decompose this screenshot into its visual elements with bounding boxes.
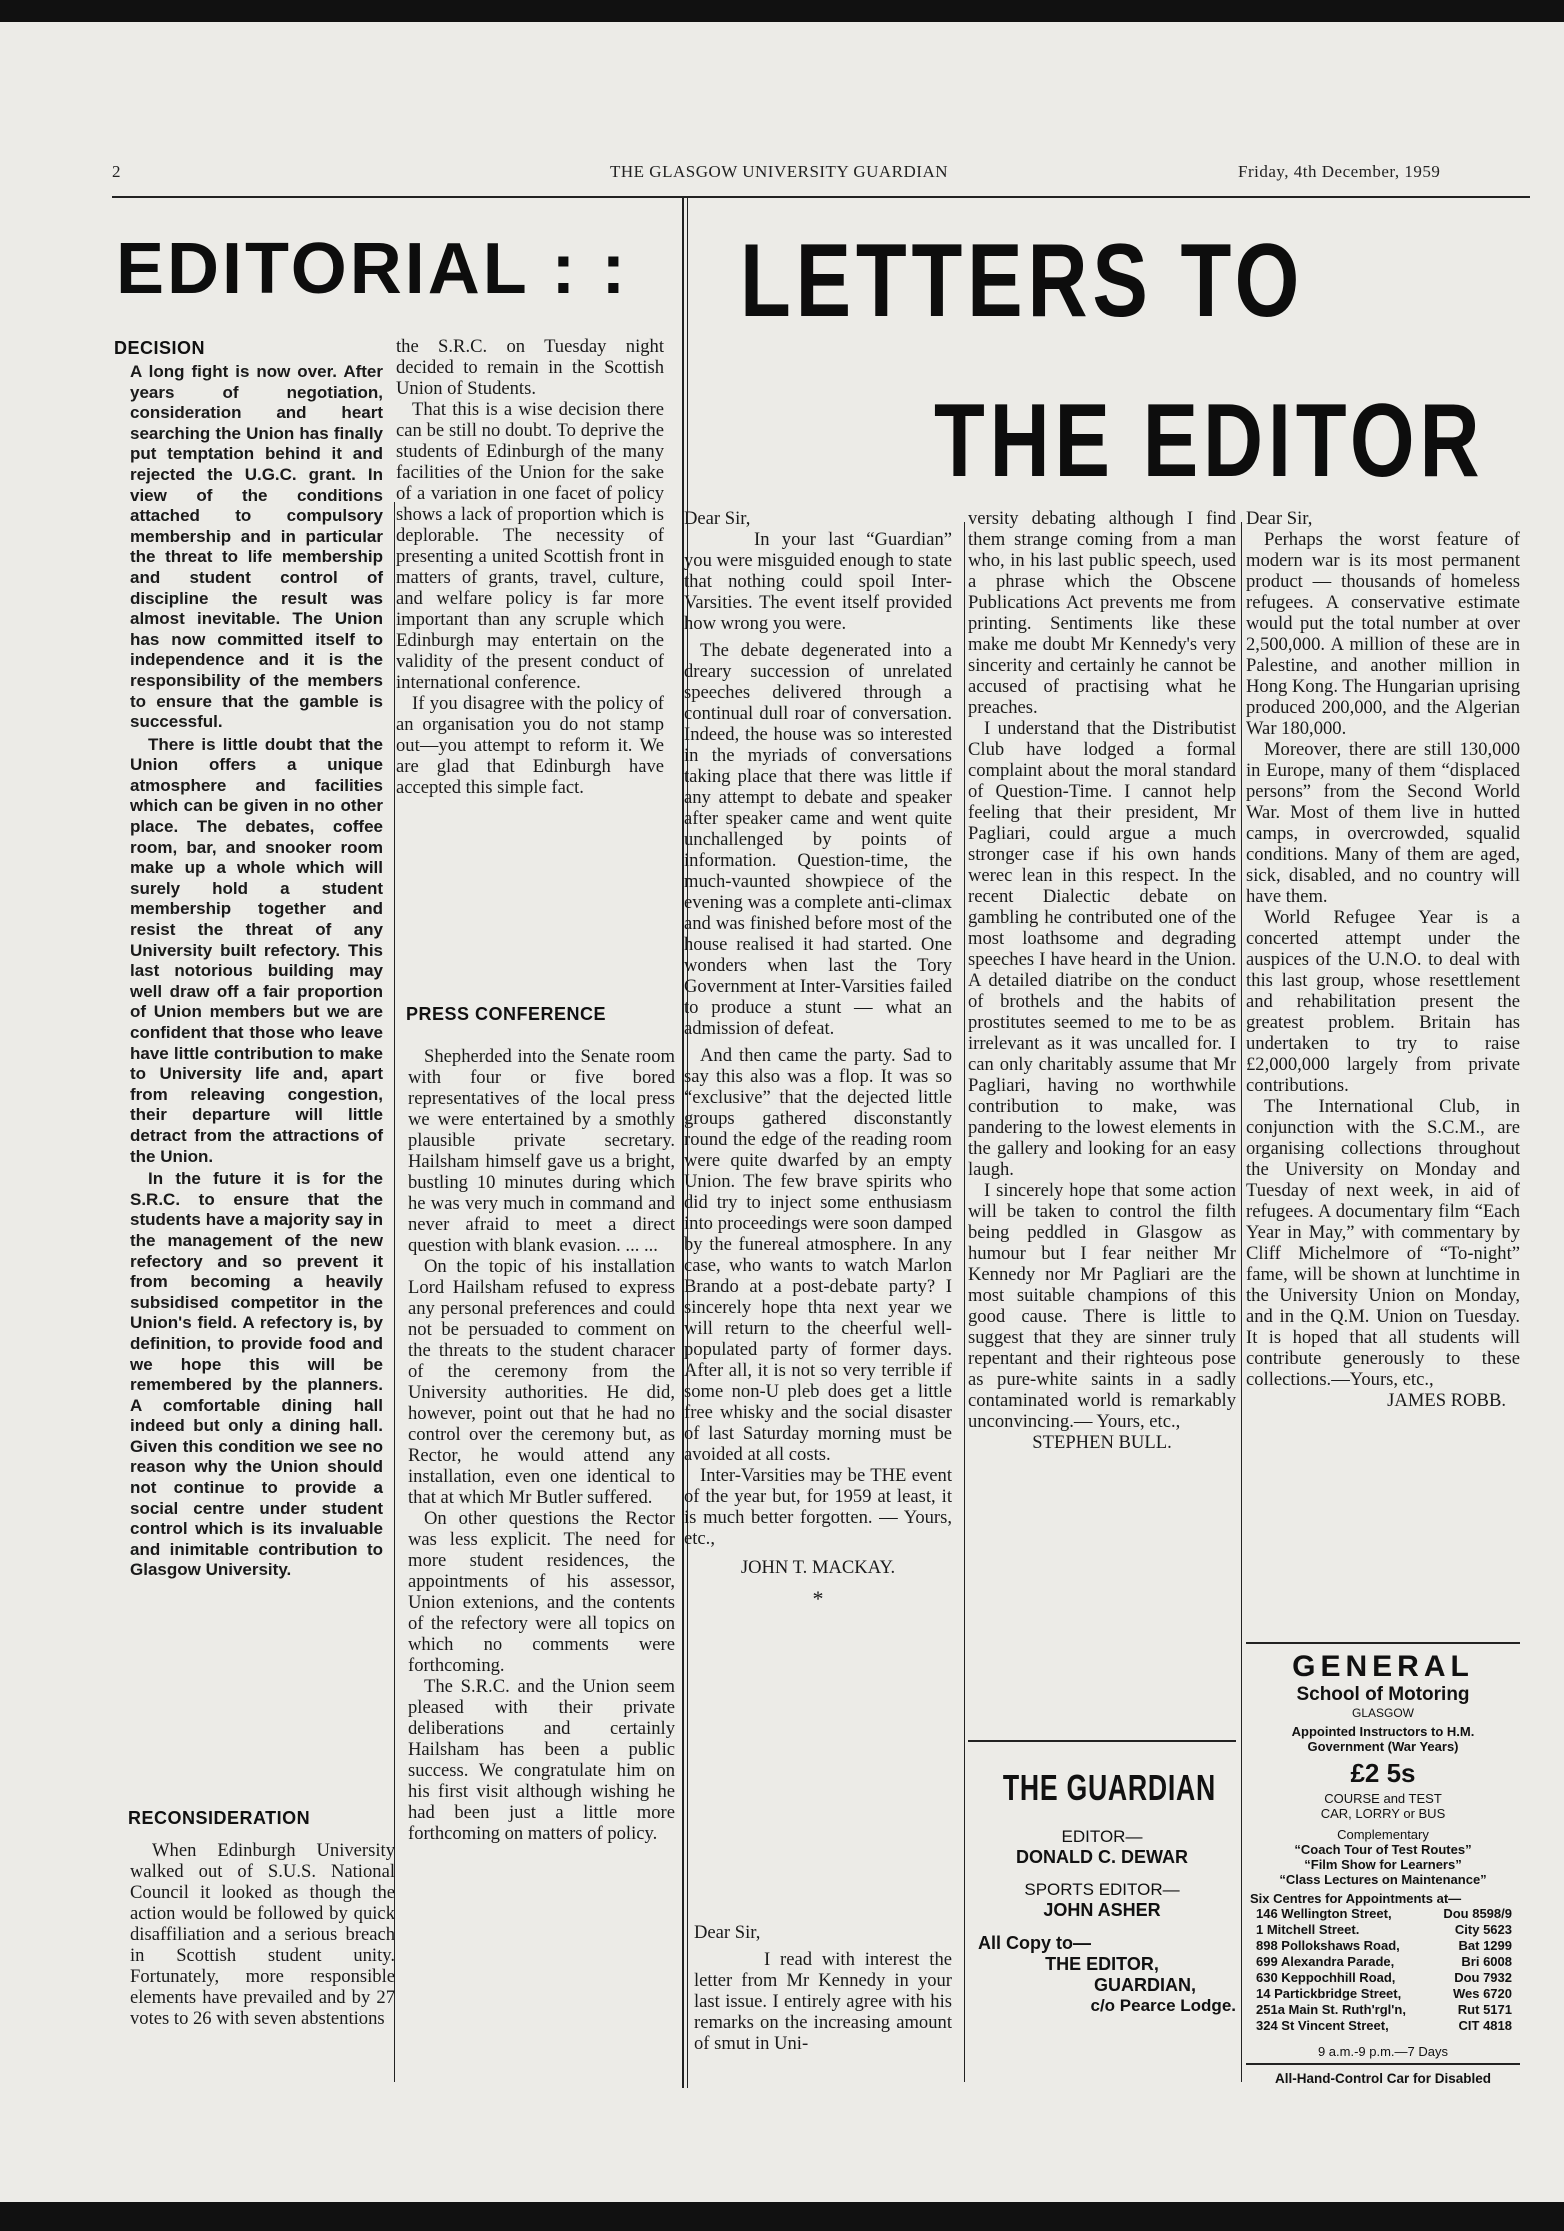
letter1-paragraph: Inter-Varsities may be THE event of the year but, for 1959 at least, it is much better forgotten. — Yours, etc., [684, 1465, 952, 1549]
editor-label: EDITOR— [1061, 1827, 1143, 1846]
letter2-salutation: Dear Sir, [694, 1922, 761, 1943]
centre-address: 146 Wellington Street, [1256, 1906, 1392, 1921]
advert-line9: “Film Show for Learners” [1304, 1857, 1462, 1872]
column-rule-l2 [964, 522, 965, 2082]
decision-text [130, 362, 383, 1581]
centre-row [1256, 1986, 1512, 2002]
editorial-title: EDITORIAL : : [116, 229, 629, 309]
advert-line4: Government (War Years) [1307, 1739, 1459, 1754]
centre-address: 898 Pollokshaws Road, [1256, 1938, 1400, 1953]
letter3-signature: JAMES ROBB. [1387, 1390, 1506, 1411]
centre-phone: Dou 8598/9 [1443, 1906, 1512, 1921]
issue-date: Friday, 4th December, 1959 [1238, 162, 1441, 181]
advert-footer: All-Hand-Control Car for Disabled [1274, 2071, 1491, 2086]
centre-phone: Bat 1299 [1458, 1938, 1512, 1953]
centre-address: 1 Mitchell Street. [1256, 1922, 1360, 1937]
press-text [408, 1046, 675, 1844]
press-heading: PRESS CONFERENCE [406, 1004, 607, 1024]
centre-phone: Rut 5171 [1457, 2002, 1512, 2017]
advert-rule-top [1246, 1642, 1520, 1644]
centre-row [1256, 1922, 1512, 1938]
letter2-col2 [968, 508, 1236, 1453]
letter2-paragraph: I sincerely hope that some action will be taken to control the filth being peddled in Glasgow as humour but I fear neither Mr Kennedy nor Mr Pagliari are the most suitable champions of this good cause. There is little to suggest that they are sinner truly repentant and their righteous pose as pure-white saints in a sadly contaminated world is remarkably unconvincing.— Yours, etc., [968, 1180, 1236, 1432]
centre-row [1256, 1970, 1512, 1986]
editor-name: DONALD C. DEWAR [1016, 1847, 1188, 1867]
advert-line3: Appointed Instructors to H.M. [1291, 1724, 1475, 1739]
copy-line2: THE EDITOR, [1045, 1954, 1159, 1974]
advert-hours: 9 a.m.-9 p.m.—7 Days [1317, 2044, 1449, 2059]
letter1-paragraph: And then came the party. Sad to say this also was a flop. It was so “exclusive” that the dejected little groups gathered disconstantly round the edge of the reading room were quite dwarfed by an empty Union. The few brave spirits who did try to inject some enthusiasm into proceedings were soon damped by the funereal atmosphere. In any case, who wants to watch Marlon Brando at a post-debate party? I sincerely hope thta next year we will return to the cheerful well-populated party of former days. After all, it is not so very terrible if some non-U pleb does get a little free whisky and the social disaster of last Saturday morning must be avoided at all costs. [684, 1045, 952, 1465]
letter2-paragraph: versity debating although I find them strange coming from a man who, in his last public speech, used a phrase which the Obscene Publications Act prevents me from printing. Sentiments like these make me doubt Mr Kennedy's very sincerity and certainly he cannot be accused of practising what he preaches. [968, 508, 1236, 718]
letter2-signature: STEPHEN BULL. [1032, 1432, 1172, 1453]
decision-paragraph: In the future it is for the S.R.C. to ensure that the students have a majority say in the management of the new refectory and so prevent it from becoming a heavily subsidised competitor in the Union's field. A refectory is, by definition, to provide food and we hope this will be remembered by the planners. A comfortable dining hall indeed but only a dining hall. Given this condition we see no reason why the Union should not continue to provide a social centre under student control which is its invaluable and inimitable contribution to Glasgow University. [130, 1169, 383, 1580]
advert-line1: School of Motoring [1296, 1684, 1470, 1705]
letter2-col1 [694, 1922, 952, 2054]
newspaper-page [0, 22, 1564, 2202]
press-paragraph: The S.R.C. and the Union seem pleased with their private deliberations and certainly Hailsham has been a public success. We congratulate him on his first visit although wishing he had been just a little more forthcoming on matters of policy. [408, 1676, 675, 1844]
letter3-paragraph: Perhaps the worst feature of modern war is its most permanent product — thousands of homeless refugees. A conservative estimate would put the total number at over 2,500,000. A million of these are in Palestine, and another million in Hong Kong. The Hungarian uprising produced 200,000, and the Algerian War 180,000. [1246, 529, 1520, 739]
page-number: 2 [112, 162, 121, 181]
letter1-paragraph: In your last “Guardian” you were misguided enough to state that nothing could spoil Inter-Varsities. The event itself provided how wrong you were. [684, 529, 953, 634]
centre-row [1256, 2002, 1512, 2018]
letter3-salutation: Dear Sir, [1246, 508, 1313, 529]
copy-line1: All Copy to— [978, 1933, 1091, 1953]
centre-row [1256, 2018, 1512, 2034]
advert-centres [1246, 1906, 1520, 2034]
letter2-paragraph: I read with interest the letter from Mr Kennedy in your last issue. I entirely agree with his remarks on the increasing amount of smut in Uni- [694, 1949, 952, 2054]
staff-box-rule-top [968, 1740, 1236, 1742]
letter1-signature: JOHN T. MACKAY. [740, 1557, 896, 1578]
letter3-paragraph: The International Club, in conjunction with the S.C.M., are organising collections throughout the University on Monday and Tuesday of next week, in aid of refugees. A documentary film “Each Year in May,” with commentary by Cliff Michelmore of “To-night” fame, will be shown at lunchtime in the University Union on Monday, and in the Q.M. Union on Tuesday. It is hoped that all students will contribute generously to these collections.—Yours, etc., [1246, 1096, 1520, 1390]
letter1 [684, 508, 952, 1609]
decision-paragraph: There is little doubt that the Union offers a unique atmosphere and facilities which can be given in no other place. The debates, coffee room, bar, and snooker room make up a whole which will surely hold a student membership together and resist the threat of any University built refectory. This last notorious building may well draw off a fair proportion of Union members but we are confident that those who leave have little contribution to make to University life and, apart from releaving congestion, their departure will little detract from the attractions of the Union. [130, 734, 383, 1166]
advert-price: £2 5s [1350, 1758, 1416, 1788]
reconsideration-col1: When Edinburgh University walked out of S.U.S. National Council it looked as though the action would be followed by quick disaffiliation and a serious breach in Scottish student unity. Fortunately, more responsible elements have prevailed and by 27 votes to 26 with seven abstentions [130, 1840, 395, 2029]
sports-editor-name: JOHN ASHER [1043, 1900, 1161, 1920]
letter-divider: * [812, 1586, 824, 1611]
masthead: THE GLASGOW UNIVERSITY GUARDIAN [610, 162, 949, 181]
motoring-advert [1246, 1650, 1520, 2086]
advert-line8: “Coach Tour of Test Routes” [1294, 1842, 1472, 1857]
reconsideration-heading: RECONSIDERATION [128, 1808, 311, 1828]
staff-box [968, 1767, 1236, 2016]
advert-rule-bottom [1246, 2063, 1520, 2065]
reconsideration-paragraph: If you disagree with the policy of an organisation you do not stamp out—you attempt to reform it. We are glad that Edinburgh have accepted this simple fact. [396, 693, 664, 798]
advert-line5: COURSE and TEST [1324, 1791, 1442, 1806]
centre-address: 630 Keppochhill Road, [1256, 1970, 1396, 1985]
letter2-paragraph: I understand that the Distributist Club have lodged a formal complaint about the moral standard of Question-Time. I cannot help feeling that their president, Mr Pagliari, could argue a much stronger case if his own hands werec lean in this respect. In the recent Dialectic debate on gambling he contributed one of the most loathsome and degrading speeches I have heard in the Union. A detailed diatribe on the conduct of brothels and the habits of prostitutes seemed to me to be as irrelevant as it was uncalled for. I can only charitably assume that Mr Pagliari, having no worthwhile contribution to make, was pandering to the lowest elements in the gallery and looking for an easy laugh. [968, 718, 1236, 1180]
letter3-paragraph: Moreover, there are still 130,000 in Europe, many of them “displaced persons” from the Second World War. Most of them live in hutted camps, in overcrowded, squalid conditions. Many of them are aged, sick, disabled, and no country will have them. [1246, 739, 1520, 907]
decision-paragraph: A long fight is now over. After years of negotiation, consideration and heart searching the Union has finally put temptation behind it and rejected the U.G.C. grant. In view of the conditions attached to compulsory membership and in particular the threat to life membership and student control of discipline the result was almost inevitable. The Union has now committed itself to independence and it is the responsibility of the members to ensure that the gamble is successful. [130, 362, 383, 732]
centre-address: 14 Partickbridge Street, [1256, 1986, 1402, 2001]
centre-phone: CIT 4818 [1458, 2018, 1512, 2033]
centre-address: 699 Alexandra Parade, [1256, 1954, 1395, 1969]
staff-box-title: THE GUARDIAN [1002, 1767, 1216, 1808]
press-paragraph: Shepherded into the Senate room with four or five bored representatives of the local press we were entertained by a smothly plausible private secretary. Hailsham himself gave us a bright, bustling 10 minutes during which he was very much in command and never afraid to meet a direct question with blank evasion. ... ... [408, 1046, 675, 1256]
advert-line10: “Class Lectures on Maintenance” [1279, 1872, 1487, 1887]
reconsideration-paragraph: the S.R.C. on Tuesday night decided to remain in the Scottish Union of Students. [396, 336, 664, 399]
centre-phone: Wes 6720 [1452, 1986, 1512, 2001]
press-paragraph: On the topic of his installation Lord Hailsham refused to express any personal preferences and could not be persuaded to comment on the threats to the student characer of the ceremony from the University authorities. He did, however, point out that he had no control over the ceremony but, as Rector, he would attend any installation, even one identical to that at which Mr Butler suffered. [408, 1256, 675, 1508]
centre-phone: City 5623 [1454, 1922, 1512, 1937]
column-rule-l3 [1241, 522, 1242, 2082]
letter1-salutation: Dear Sir, [684, 508, 751, 529]
copy-line3: GUARDIAN, [1094, 1975, 1196, 1995]
centre-row [1256, 1954, 1512, 1970]
centre-address: 251a Main St. Ruth'rgl'n, [1256, 2002, 1406, 2017]
advert-line11: Six Centres for Appointments at— [1250, 1891, 1462, 1906]
advert-line6: CAR, LORRY or BUS [1320, 1806, 1446, 1821]
letter3-paragraph: World Refugee Year is a concerted attempt under the auspices of the U.N.O. to deal with this last group, whose resettlement and rehabilitation present the greatest problem. Britain has undertaken to try to raise £2,000,000 largely from private contributions. [1246, 907, 1520, 1096]
reconsideration-col2 [396, 336, 664, 798]
advert-name: GENERAL [1292, 1650, 1474, 1683]
letters-title-line2: THE EDITOR [934, 383, 1485, 499]
letters-title-line1: LETTERS TO [740, 223, 1305, 339]
copy-line4: c/o Pearce Lodge. [1090, 1996, 1236, 2015]
advert-line7: Complementary [1337, 1827, 1429, 1842]
press-paragraph: On other questions the Rector was less explicit. The need for more student residences, the appointments of his assessor, Union extenions, and the contents of the refectory were all topics on which no comments were forthcoming. [408, 1508, 675, 1676]
decision-heading: DECISION [114, 338, 206, 358]
letter1-paragraph: The debate degenerated into a dreary succession of unrelated speeches delivered through a continual dull roar of conversation. Indeed, the house was so interested in the myriads of conversations taking place that there was little if any attempt to debate and speaker after speaker came and went quite unchallenged by points of information. Question-time, the much-vaunted showpiece of the evening was a complete anti-climax and was finished before most of the house realised it had started. One wonders when last the Tory Government at Inter-Varsities failed to produce a stunt — what an admission of defeat. [684, 640, 952, 1039]
centre-row [1256, 1938, 1512, 1954]
centre-phone: Bri 6008 [1461, 1954, 1512, 1969]
advert-line2: GLASGOW [1351, 1706, 1414, 1720]
reconsideration-paragraph: That this is a wise decision there can be still no doubt. To deprive the students of Edinburgh of the many facilities of the Union for the sake of a variation in one facet of policy shows a lack of proportion which is deplorable. The necessity of presenting a united Scottish front in matters of grants, travel, culture, and welfare policy is far more important than any scruple which Edinburgh may entertain on the validity of the present conduct of international conference. [396, 399, 664, 693]
header-rule [112, 196, 1530, 198]
letter3 [1246, 508, 1520, 1411]
centre-row [1256, 1906, 1512, 1922]
centre-phone: Dou 7932 [1454, 1970, 1512, 1985]
centre-address: 324 St Vincent Street, [1256, 2018, 1389, 2033]
sports-editor-label: SPORTS EDITOR— [1024, 1880, 1180, 1899]
